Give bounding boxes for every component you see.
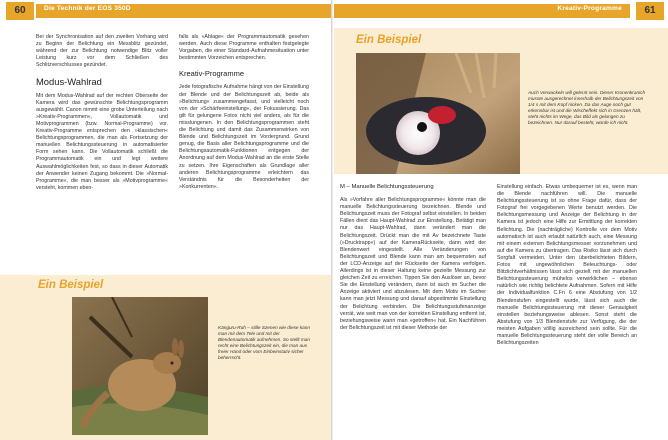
section-heading-kreativ-programme: Kreativ-Programme xyxy=(179,69,245,79)
page-number-right: 61 xyxy=(636,2,664,20)
example-box-right xyxy=(334,28,668,174)
intro-paragraph: Bei der Synchronisation auf den zweiten Vorhang wird zu Beginn der Belichtung ein Messblitz gezündet, während der zur Belichtung notwendige Blitz voller Leistung kurz vor dem Schließen des Schlitzverschlusses gezündet. xyxy=(36,34,168,69)
running-header-left xyxy=(36,4,334,18)
kangaroo-photo xyxy=(72,297,208,435)
col2-top-paragraph: falls als »Ablage« der Programmautomatik gesehen werden. Auch diese Programme enthalten festgelegte Vorgaben, die einer Standard-Aufnahmesituation unter bestimmten Vorzeichen entsprechen. xyxy=(179,34,309,62)
section-heading-manuelle: M – Manuelle Belichtungssteuerung xyxy=(340,184,434,190)
running-header-right xyxy=(334,4,630,18)
caption-crane: Auch Verwackeln will gelernt sein. Dieser Kronenkranich musste ausgerechnet innerhalb der Belichtungszeit von 1/4 s mit dem Kopf nicken. Da das Auge noch gut erkennbar ist und die Wischeffekt sich in Grenzen hält, steht nichts im Wege, das Bild als gelungen zu bezeichnen. Nur darauf besteht, würde ich nicht. xyxy=(528,90,646,125)
crane-photo xyxy=(356,53,520,174)
right-page xyxy=(334,0,668,440)
crowned-crane-image xyxy=(356,53,520,174)
example-title-left: Ein Beispiel xyxy=(38,279,104,291)
modus-wahlrad-body: Mit dem Modus-Wahlrad auf der rechten Oberseite der Kamera wird das gewünschte Belichtungsprogramm ausgewählt. Canon nimmt eine grobe Unterteilung nach »Kreativ-Programmen«, Vollautomatik und Motivprogrammen (bzw. Normal-Programme) vor. Kreativ-Programme entsprechen den »klassischen« Belichtungsprogrammen, die man als Fortsetzung der manuellen Belichtungssteuerung in automatisierter Form sehen kann. Die Vollautomatik schließt die Programmautomatik ein und legt weitere Auswahlmöglichkeiten fest, so dass in dieser Automatik der Anwender keinen Zugang bekommt. Die »Normal-Programme«, die man besser als »Motivprogramme« versteht, kommen eben- xyxy=(36,92,168,191)
right-column-2 xyxy=(497,184,637,347)
caption-kangaroo: Känguru-Ruh – stille Szenen wie diese kann man mit dem Tele und mit der Blendenautomatik aufnehmen. So stellt man recht eine Belichtungszeit ein, die man aus freier Hand oder vom Einbeinstativ sicher beherrscht. xyxy=(218,325,310,360)
running-header-right-text: Kreativ-Programme xyxy=(557,5,622,12)
left-column-2 xyxy=(179,34,309,191)
page-number-left: 60 xyxy=(6,2,34,20)
left-column-1 xyxy=(36,34,168,192)
kreativ-programme-body: Jede fotografische Aufnahme hängt von der Einstellung der Blende und der Belichtungszeit ab, beide als »Belichtung« zusammengefasst, und vielleicht noch von der »Schärfeeinstellung«, der Fokussierung. Das gilt für gelungene Fotos nicht viel anders, als für die misslungenen. In den Belichtungsprogrammen steht die Belichtung und damit das Zusammenwirken von Blende und Belichtungszeit im Vordergrund. Grund genug, die Basis aller Belichtungsprogramme und die Belichtungsautomatik-Funktionen entgegen der Anordnung auf dem Modus-Wahlrad an die erste Stelle zu setzen. Ihre Eigenschaften als Grundlage aller anderen Belichtungsprogramme erleichtern das Verständnis für die Besonderheiten der »Konkurrenten«. xyxy=(179,84,309,190)
example-box-left xyxy=(0,275,334,440)
manuelle-body: Als »Vorfahre aller Belichtungsprogramme« könnte man die manuelle Belichtungssteuerung bezeichnen. Blende und Belichtungszeit muss der Fotograf selbst einstellen. In beiden Fällen dient das Haupt-Wahlrad zur Einstellung. Betätigt man nur das Haupt-Wahlrad, dann verändert man die Belichtungszeit. Drückt man die mit Av bezeichnete Taste (»Drucktrapp«) auf der KameraRückseite, dann wird der Blendenwert eingestellt. Alle Veränderungen von Belichtungszeit und Blende kann man am bequemsten auf der LCD-Anzeige auf der Rückseite der Kamera verfolgen. Allerdings ist in dieser Haltung keine gezielte Messung zur gleichen Zeit zu erreichen. Tippen Sie den Auslöser an, bevor Sie die Einstellung verändern, dann ist auch im Sucher die Anzeige aktiviert und abzulesen. Mit dem Motiv im Sucher kann man jetzt Messung und darauf abgestimmte Einstellung der Belichtung verbinden. Die Belichtungsstufenanzeige verrät, wie weit man von der korrekten Einstellung entfernt ist, beziehungsweise wann man »getroffen« hat. Ein Nachführen der Belichtungszeit ist mit dieser Methode der xyxy=(340,197,486,331)
right-column-1 xyxy=(340,184,486,332)
running-header-left-text: Die Technik der EOS 350D xyxy=(44,5,131,12)
kangaroo-image xyxy=(72,297,208,435)
manuelle-body-continued: Einstellung einfach. Etwas umbequemer ist es, wenn man die Blende nachführen will. Die manuelle Belichtungssteuerung ist so ohne Frage dafür, dass der Fotograf frei vorgegebenen Werte benutzt werden. Die Belichtungsmessung und Anzeige der Belichtung in der Kamera ist jedoch eine Hilfe zur Ermittlung der korrekten Belichtung. Die (nachträgliche) Kontrolle vor dem Motiv automatisch ist auch erlaubt natürlich auch, eine Messung mit einem externen Belichtungsmesser vorzunehmen und auf die Kamera zu übertragen. Das Risiko lässt sich durch Sorgfalt vermeiden. Unter den überbelichteten Bildern, Fotos mit ungewöhnlichen Beleuchtungs- oder Blitzlichtverhältnissen lässt sich gezielt mit der manuellen Belichtungssteuerung mühelos verwirklichen – ebenso natürlich wie richtig belichtete Aufnahmen. Sofern mit Hilfe der Individualfunktion C.Fn 6 eine Abstufung von 1/2 Blendenstufen eingestellt wurde, lässt sich auch die manuelle Belichtungssteuerung mit dieser Genauigkeit einstellen beziehungsweise ablesen. Sonst steht die Abstufung von 1/3 Blendenstufe zur Verfügung, die der meisten Aufgaben völlig ausreichend sein sollte. Für die manuelle Belichtungssteuerung steht der volle Bereich an Belichtungszeiten xyxy=(497,184,637,347)
section-heading-modus-wahlrad: Modus-Wahlrad xyxy=(36,76,102,88)
example-title-right: Ein Beispiel xyxy=(356,34,422,46)
